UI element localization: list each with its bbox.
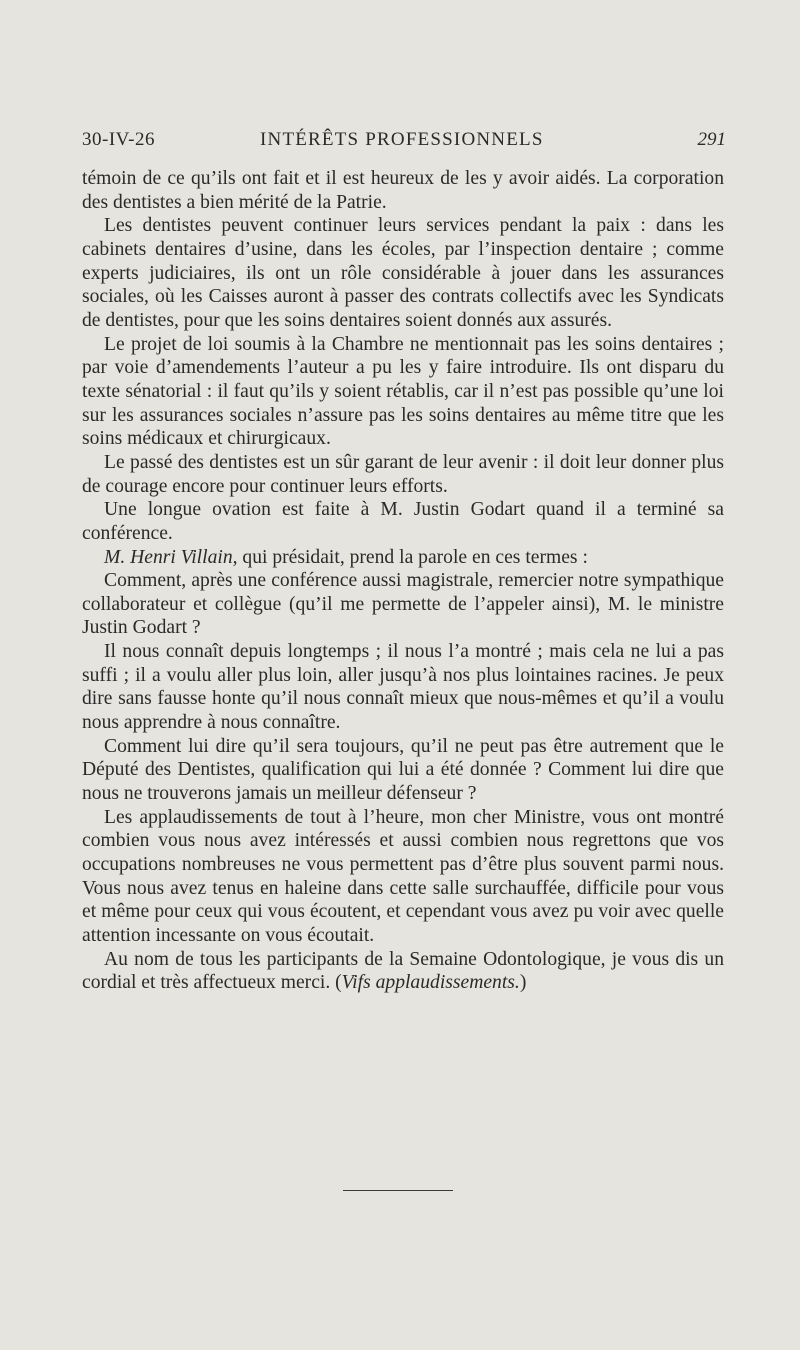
closing-paren: ) xyxy=(519,972,527,994)
applause-note: Vifs applaudissements. xyxy=(341,972,520,994)
page-number: 291 xyxy=(697,129,726,150)
closing-paragraph xyxy=(82,948,724,995)
speech-paragraph: Les applaudissements de tout à l’heure, mon cher Ministre, vous ont montré combien vous nous avez intéressés et aussi combien nous regrettons que vos occupations nombreuses ne vous permettent pas d’être plus souvent parmi nous. Vous nous avez tenus en haleine dans cette salle surchauffée, difficile pour vous et même pour ceux qui vous écoutent, et cependant vous avez pu voir avec quelle attention incessante on vous écoutait. xyxy=(82,806,724,946)
section-divider xyxy=(343,1190,453,1191)
paragraph: témoin de ce qu’ils ont fait et il est heureux de les y avoir aidés. La corporation des dentistes a bien mérité de la Patrie. xyxy=(82,168,724,213)
paragraph: Une longue ovation est faite à M. Justin Godart quand il a terminé sa conférence. xyxy=(82,499,724,544)
header-title: INTÉRÊTS PROFESSIONNELS xyxy=(260,129,544,150)
running-header xyxy=(82,129,726,159)
page-body xyxy=(82,167,724,995)
speech-paragraph: Il nous connaît depuis longtemps ; il nous l’a montré ; mais cela ne lui a pas suffi ; il a voulu aller plus loin, aller jusqu’à nos plus lointaines racines. Je peux dire sans fausse honte qu’il nous connaît mieux que nous-mêmes et qu’il a voulu nous apprendre à nous connaître. xyxy=(82,641,724,734)
header-date: 30-IV-26 xyxy=(82,129,155,150)
speech-paragraph: Comment lui dire qu’il sera toujours, qu’il ne peut pas être autrement que le Député des Dentistes, qualification qui lui a été donnée ? Comment lui dire que nous ne trouverons jamais un meilleur défenseur ? xyxy=(82,735,724,805)
speaker-intro: qui présidait, prend la parole en ces termes : xyxy=(237,546,588,568)
closing-text: Au nom de tous les participants de la Semaine Odontologique, je vous dis un cordial et très affectueux merci. ( xyxy=(82,948,724,994)
speech-paragraph: Comment, après une conférence aussi magistrale, remercier notre sympathique collaborateur et collègue (qu’il me permette de l’appeler ainsi), M. le ministre Justin Godart ? xyxy=(82,570,724,639)
paragraph: Les dentistes peuvent continuer leurs services pendant la paix : dans les cabinets dentaires d’usine, dans les écoles, par l’inspection dentaire ; comme experts judiciaires, ils ont un rôle considérable à jouer dans les assurances sociales, où les Caisses auront à passer des contrats collectifs avec les Syndicats de dentistes, pour que les soins dentaires soient donnés aux assurés. xyxy=(82,215,724,331)
paragraph: Le projet de loi soumis à la Chambre ne mentionnait pas les soins dentaires ; par voie d’amendements l’auteur a pu les y faire introduire. Ils ont disparu du texte sénatorial : il faut qu’ils y soient rétablis, car il n’est pas possible qu’une loi sur les assurances sociales n’assure pas les soins dentaires au même titre que les soins médicaux et chirurgicaux. xyxy=(82,333,724,450)
paragraph: Le passé des dentistes est un sûr garant de leur avenir : il doit leur donner plus de courage encore pour continuer leurs efforts. xyxy=(82,451,724,497)
speaker-paragraph xyxy=(82,546,724,570)
speaker-name: M. Henri Villain, xyxy=(104,546,238,568)
